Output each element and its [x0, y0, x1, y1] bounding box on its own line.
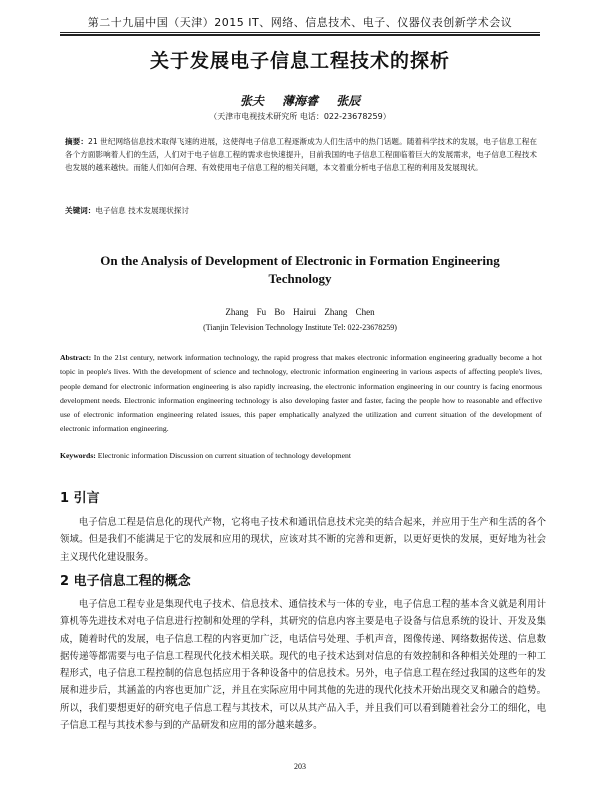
chinese-authors: 张夫 薄海睿 张辰 [239, 94, 361, 108]
conference-header: 第二十九届中国（天津）2015 IT、网络、信息技术、电子、仪器仪表创新学术会议 [87, 16, 513, 29]
chinese-keywords-text: 电子信息 技术发展现状探讨 [95, 206, 189, 215]
header-rule-thick [60, 34, 540, 36]
english-affiliation: (Tianjin Television Technology Institute Tel: 022-23678259) [203, 323, 397, 332]
english-abstract-text: In the 21st century, network information technology, the rapid progress that makes electronic information engineering gradually become a hot topic in people's lives. With the development of science and technology, electronic information engineering in various aspects of affecting people's lives, people demand for electronic information engineering is also rapidly increasing, the electronic information engineering in our country is facing enormous development needs. Electronic information engineering technology is also developing faster and faster, facing the people how to reasonable and effective use of electronic information engineering related issues, this paper emphatically analyzed the utilization and current situation of the development of electronic information engineering. [60, 353, 542, 434]
chinese-affiliation: （天津市电视技术研究所 电话：022-23678259） [209, 112, 391, 121]
header-rule-thin [60, 32, 540, 33]
english-keywords [60, 451, 542, 460]
chinese-abstract-text: 21 世纪网络信息技术取得飞速的进展，这使得电子信息工程逐渐成为人们生活中的热门话题。随着科学技术的发展，电子信息工程在各个方面影响着人们的生活，人们对于电子信息工程的需求也快速提升，目前我国的电子信息工程面临着巨大的发展需求，电子信息工程技术也发展的越来越快。而能人们如何合理、有效使用电子信息工程的相关问题，本文着重分析电子信息工程的利用及发展现状。 [65, 137, 537, 173]
section-heading-concept: 2 电子信息工程的概念 [60, 574, 191, 589]
english-keywords-text: Electronic information Discussion on current situation of technology development [97, 451, 351, 460]
english-abstract [60, 351, 542, 437]
section-paragraph-introduction: 电子信息工程是信息化的现代产物，它将电子技术和通讯信息技术完美的结合起来，并应用于生产和生活的各个领域。但是我们不能满足于它的发展和应用的现状，应该对其不断的完善和更新，以更好更快的发展，更好地为社会主义现代化建设服务。 [60, 517, 546, 563]
english-keywords-label: Keywords: [60, 451, 96, 460]
english-abstract-label: Abstract: [60, 353, 92, 362]
section-paragraph-concept: 电子信息工程专业是集现代电子技术、信息技术、通信技术与一体的专业，电子信息工程的基本含义就是利用计算机等先进技术对电子信息进行控制和处理的学科，其研究的信息内容主要是电子设备与信息系统的设计、开发及集成，随着时代的发展，电子信息工程的内容更加广泛，电话信号处理、手机声音，图像传递、网络数据传送、信息数据传递等都需要与电子信息工程现代化技术相关联。现代的电子技术达到对信息的有效控制和各种相关处理的一种工程形式，电子信息工程控制的信息包括应用于各种设备中的信息技术。另外，电子信息工程在经过我国的这些年的发展和进步后，其涵盖的内容也更加广泛，并且在实际应用中同其他的先进的现代化技术开始出现交叉和融合的趋势。所以，我们要想更好的研究电子信息工程与其技术，可以从其产品入手，并且我们可以看到随着社会分工的细化，电子信息工程与其技术参与到的产品研发和应用的部分越来越多。 [60, 599, 546, 732]
chinese-keywords-label: 关键词： [65, 206, 96, 215]
chinese-abstract-label: 摘要： [65, 137, 88, 146]
english-authors: Zhang Fu Bo Hairui Zhang Chen [225, 307, 375, 317]
chinese-title: 关于发展电子信息工程技术的探析 [149, 50, 450, 72]
english-title: On the Analysis of Development of Electronic in Formation Engineering Technology [100, 253, 500, 286]
chinese-abstract [65, 135, 537, 175]
page-number: 203 [294, 762, 306, 771]
chinese-keywords [65, 205, 537, 216]
section-heading-introduction: 1 引言 [60, 491, 100, 506]
